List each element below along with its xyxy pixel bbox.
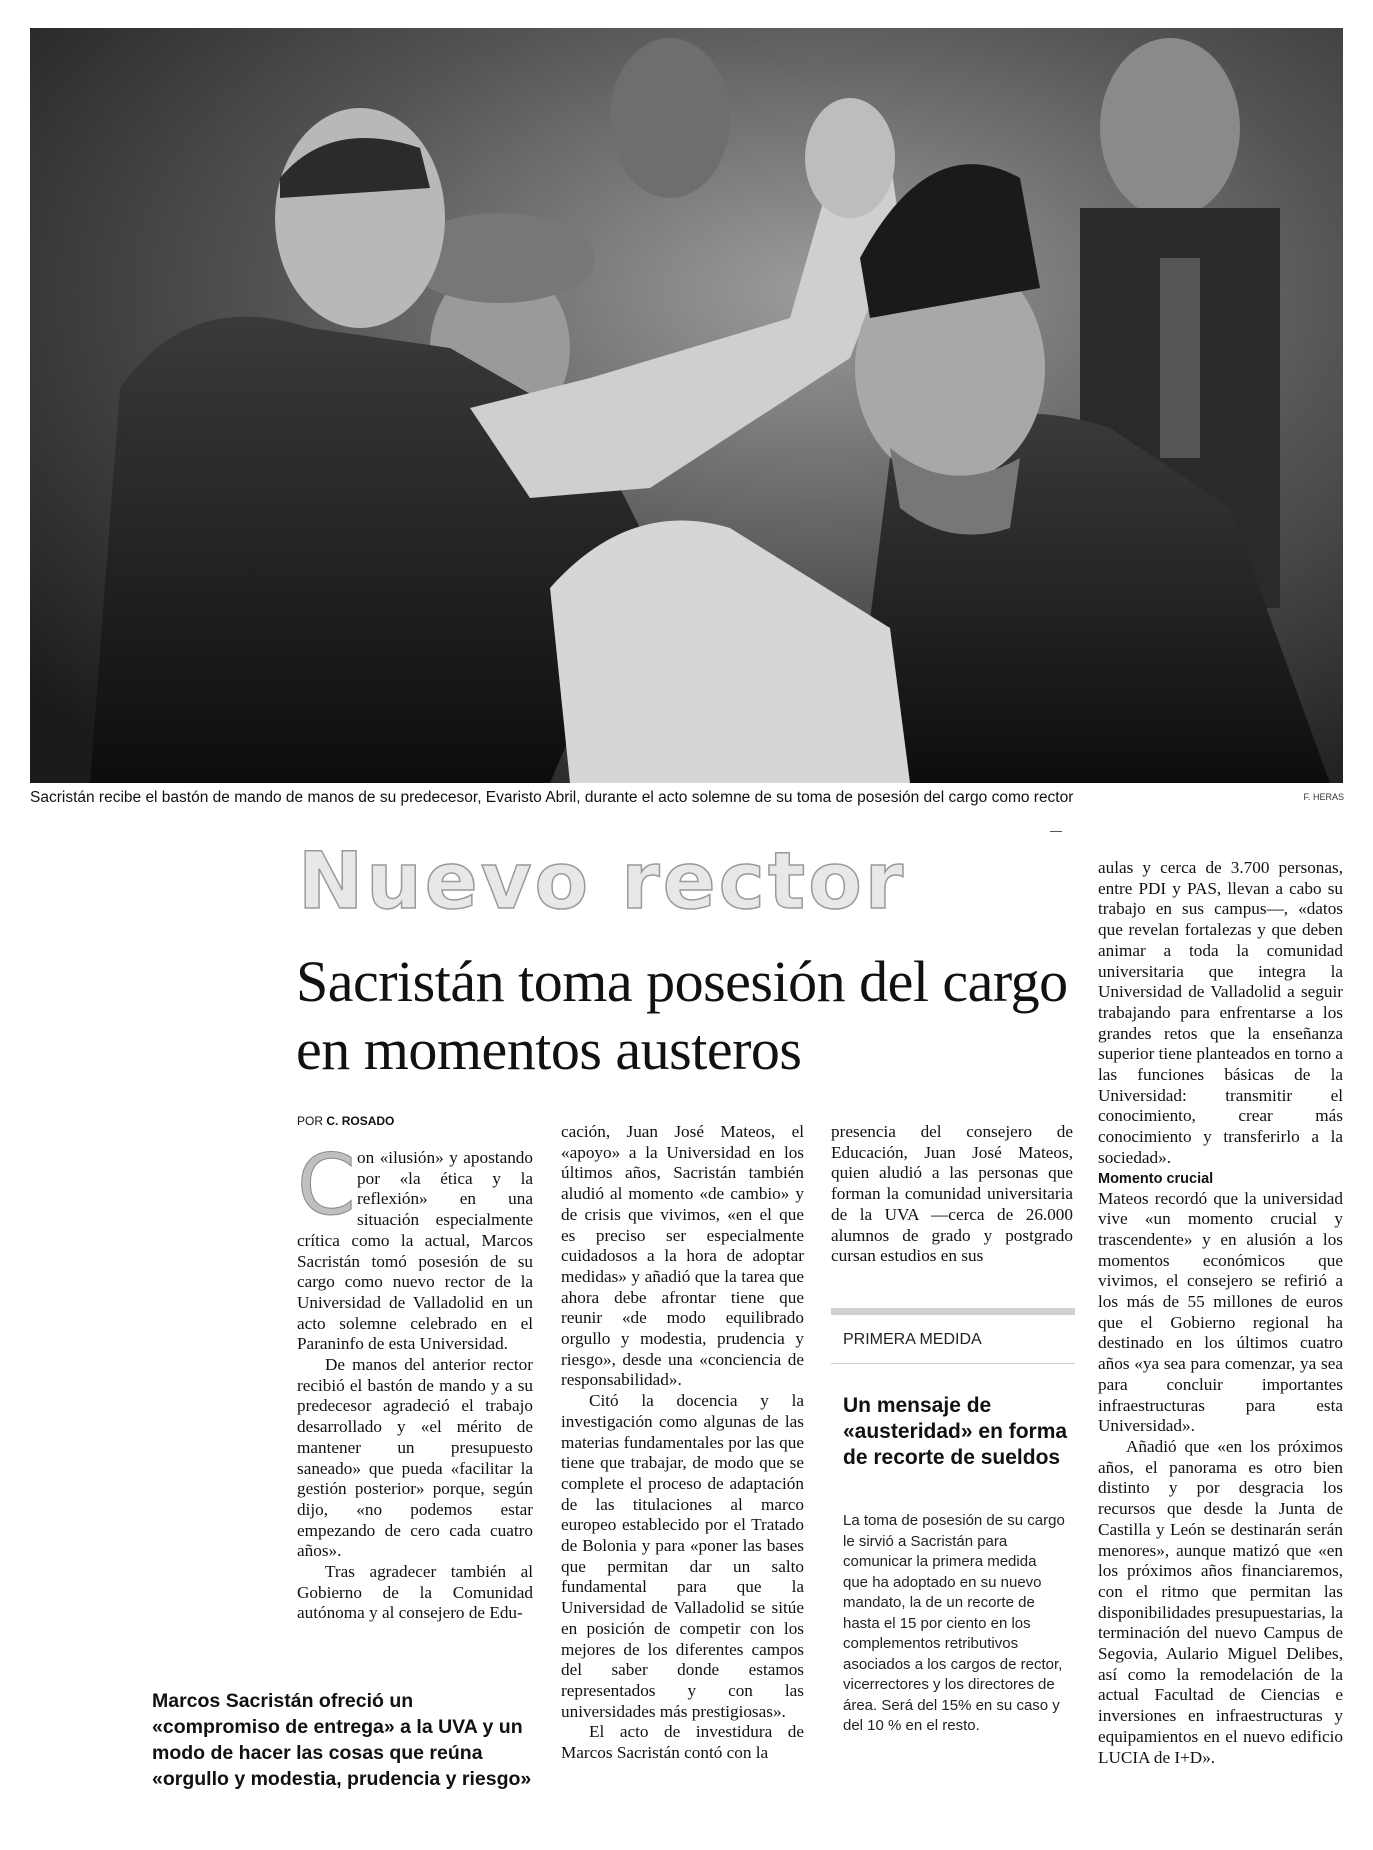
- sidebar-title: Un mensaje de «austeridad» en forma de recorte de sueldos: [843, 1394, 1068, 1469]
- paragraph: Mateos recordó que la universidad vive «un momento crucial y trascendente» y en alusión a los momentos económicos que vivimos, el consejero se refirió a los más de 55 millones de euros que el Gobierno regional ha destinado en los últimos cuatro años «ya sea para comenzar, ya sea para concluir importantes infraestructuras para esta Universidad».: [1098, 1188, 1343, 1436]
- paragraph: De manos del anterior rector recibió el bastón de mando y a su predecesor agradeció el trabajo desarrollado y «el mérito de mantener un presupuesto saneado» que pueda «facilitar la gestión posterior» porque, según dijo, «no podemos estar empezando de cero cada cuatro años».: [297, 1355, 533, 1561]
- article-column-4: [1098, 858, 1343, 1768]
- pull-quote: Marcos Sacristán ofreció un «compromiso de entrega» a la UVA y un modo de hacer las cosas que reúna «orgullo y modestia, prudencia y riesgo»: [152, 1690, 532, 1790]
- sidebar-box: [831, 1308, 1075, 1793]
- lead-text: on «ilusión» y apostando por «la ética y la reflexión» en una situación especialmente crítica como la actual, Marcos Sacristán tomó posesión de su cargo como nuevo rector de la Universidad de Valladolid en un acto solemne celebrado en el Paraninfo de esta Universidad.: [297, 1148, 533, 1354]
- article-column-3: [831, 1122, 1073, 1267]
- photo-credit: F. HERAS: [1303, 792, 1344, 802]
- article-column-1: [297, 1136, 533, 1624]
- paragraph: Añadió que «en los próximos años, el panorama es otro bien distinto y por desgracia los recursos que desde la Junta de Castilla y León se destinarán serán menores», aunque matizó que «en los próximos años financiaremos, con el ritmo que permitan las disponibilidades presupuestarias, la terminación del nuevo Campus de Segovia, Aulario Miguel Delibes, así como la remodelación de la actual Facultad de Ciencias e inversiones en infraestructuras y equipamientos en el nuevo edificio LUCIA de I+D».: [1098, 1436, 1343, 1767]
- paragraph: aulas y cerca de 3.700 personas, entre PDI y PAS, llevan a cabo su trabajo en sus campus—, «datos que revelan fortalezas y que deben animar a toda la comunidad universitaria que integra la Universidad de Valladolid a seguir trabajando para enfrentarse a los grandes retos que la enseñanza superior tiene planteados en torno a las funciones básicas de la Universidad: transmitir el conocimiento, crear más conocimiento y transferirlo a la sociedad».: [1098, 858, 1343, 1167]
- drop-cap: C: [297, 1136, 356, 1234]
- sidebar-body: La toma de posesión de su cargo le sirvió a Sacristán para comunicar la primera medida que ha adoptado en su nuevo mandato, la de un recorte de hasta el 15 por ciento en los complementos retributivos asociados a los cargos de rector, vicerrectores y los directores de área. Será del 15% en su caso y del 10 % en el resto.: [843, 1512, 1065, 1734]
- photo-caption: Sacristán recibe el bastón de mando de manos de su predecesor, Evaristo Abril, durante el acto solemne de su toma de posesión del cargo como rector: [30, 789, 1074, 806]
- byline: [297, 1114, 477, 1128]
- paragraph: El acto de investidura de Marcos Sacristán contó con la: [561, 1722, 804, 1763]
- headline: Sacristán toma posesión del cargo en momentos austeros: [296, 949, 1068, 1082]
- column-rule-mark: [1050, 831, 1062, 832]
- lead-paragraph: [297, 1136, 533, 1355]
- paragraph: Tras agradecer también al Gobierno de la Comunidad autónoma y al consejero de Edu-: [297, 1562, 533, 1623]
- paragraph: presencia del consejero de Educación, Juan José Mateos, quien aludió a las personas que forman la comunidad universitaria de la UVA —cerca de 26.000 alumnos de grado y postgrado cursan estudios en sus: [831, 1122, 1073, 1266]
- article-column-2: [561, 1122, 804, 1764]
- subheading: Momento crucial: [1098, 1170, 1214, 1187]
- paragraph: cación, Juan José Mateos, el «apoyo» a la Universidad en los últimos años, Sacristán también aludió al momento «de cambio» y de crisis que vivimos, «en el que es preciso ser especialmente cuidadosos a la hora de adoptar medidas» y añadió que la tarea que ahora debe afrontar tiene que reunir «de modo equilibrado orgullo y modestia, prudencia y riesgo», desde una «conciencia de responsabilidad».: [561, 1122, 804, 1390]
- sidebar-divider: [831, 1363, 1075, 1364]
- news-photo: [30, 28, 1343, 783]
- sidebar-label: PRIMERA MEDIDA: [843, 1331, 982, 1348]
- section-kicker: Nuevo rector: [298, 837, 907, 927]
- byline-author: C. ROSADO: [326, 1114, 395, 1128]
- byline-prefix: POR: [297, 1114, 324, 1128]
- paragraph: Citó la docencia y la investigación como algunas de las materias fundamentales por las que tiene que trabajar, de modo que se complete el proceso de adaptación de las titulaciones al marco europeo establecido por el Tratado de Bolonia y para «poner las bases que permitan dar un salto fundamental para que la Universidad de Valladolid se sitúe en posición de competir con los mejores de los diferentes campos del saber donde estamos representados y con las universidades más prestigiosas».: [561, 1391, 804, 1721]
